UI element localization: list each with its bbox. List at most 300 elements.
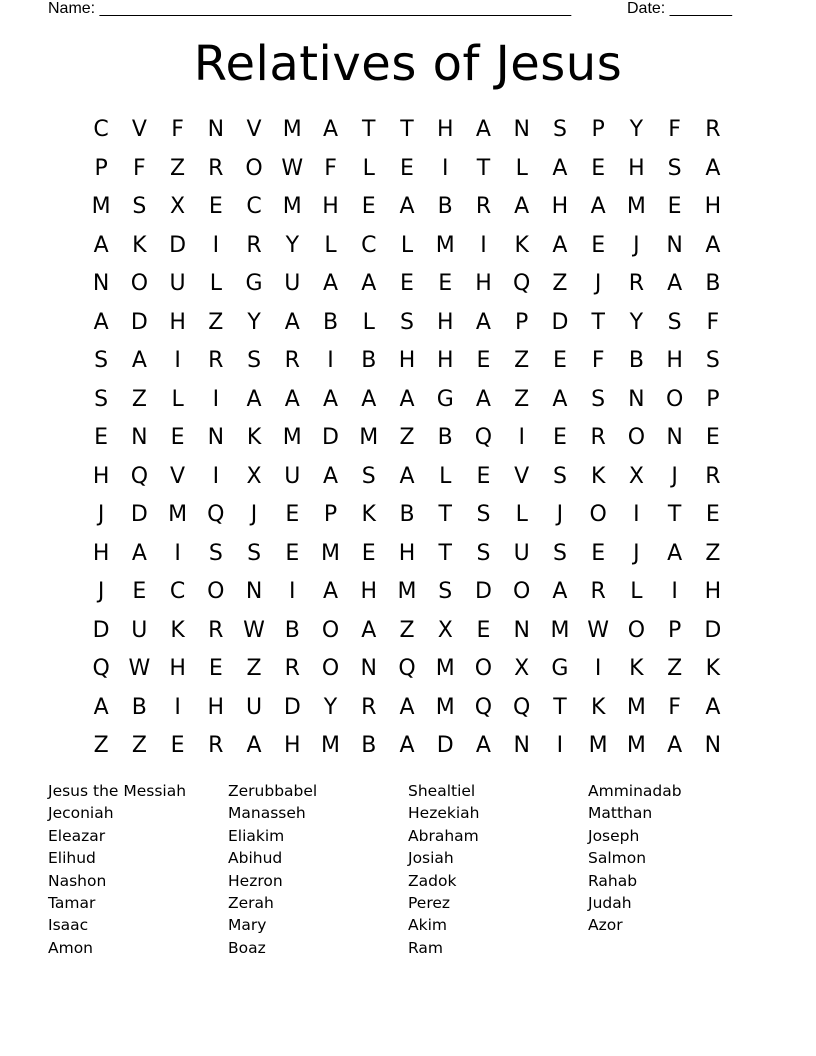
grid-letter: J — [633, 232, 640, 258]
grid-letter: C — [246, 194, 262, 219]
grid-letter: A — [93, 694, 109, 720]
grid-letter: I — [441, 155, 449, 181]
grid-letter: M — [435, 656, 455, 681]
grid-letter: Z — [552, 271, 568, 296]
grid-letter: A — [322, 579, 339, 604]
grid-letter: L — [439, 463, 452, 489]
word-item: Abraham — [408, 826, 479, 845]
grid-letter: A — [705, 232, 721, 258]
grid-letter: Z — [705, 540, 721, 566]
grid-letter: O — [474, 656, 493, 681]
grid-letter: Z — [208, 309, 224, 335]
grid-letter: H — [475, 271, 492, 296]
grid-letter: H — [704, 194, 722, 219]
grid-letter: H — [704, 579, 722, 604]
grid-letter: E — [552, 425, 567, 450]
grid-letter: A — [322, 463, 339, 489]
word-item: Judah — [588, 894, 632, 913]
word-column — [588, 780, 768, 937]
grid-letter: A — [284, 309, 300, 335]
grid-row — [82, 727, 732, 766]
grid-letter: N — [131, 425, 148, 450]
grid-letter: D — [283, 694, 301, 720]
page-title: Relatives of Jesus — [193, 36, 623, 92]
word-item: Akim — [408, 916, 447, 935]
grid-letter: R — [284, 348, 300, 373]
grid-letter: O — [627, 425, 646, 450]
grid-letter: M — [626, 733, 646, 758]
grid-letter: A — [93, 309, 109, 335]
grid-letter: A — [322, 271, 339, 296]
grid-letter: E — [705, 425, 720, 450]
grid-letter: I — [671, 579, 678, 604]
grid-letter: L — [400, 232, 414, 258]
grid-letter: A — [475, 733, 491, 758]
grid-letter: A — [246, 386, 262, 412]
grid-row — [82, 535, 732, 574]
grid-letter: P — [706, 386, 720, 412]
grid-letter: E — [285, 540, 300, 566]
grid-letter: N — [513, 733, 530, 758]
grid-letter: G — [436, 386, 454, 412]
grid-letter: O — [665, 386, 684, 412]
grid-letter: N — [704, 733, 722, 758]
grid-letter: G — [245, 271, 263, 296]
grid-letter: I — [174, 348, 181, 373]
grid-letter: S — [476, 502, 491, 527]
grid-letter: T — [591, 309, 605, 335]
grid-letter: R — [590, 425, 606, 450]
grid-letter: H — [92, 463, 110, 489]
grid-letter: N — [628, 386, 645, 412]
grid-letter: T — [667, 502, 682, 527]
grid-letter: A — [131, 540, 147, 566]
grid-letter: O — [513, 579, 531, 604]
word-item: Hezekiah — [408, 804, 480, 823]
grid-letter: S — [667, 309, 682, 335]
word-item: Eleazar — [48, 826, 106, 845]
word-column — [48, 780, 228, 959]
grid-letter: K — [590, 463, 606, 489]
grid-letter: E — [438, 271, 453, 296]
grid-letter: S — [94, 386, 109, 412]
grid-letter: M — [282, 425, 302, 450]
grid-letter: I — [174, 694, 181, 720]
grid-letter: A — [667, 271, 683, 296]
grid-letter: B — [361, 733, 377, 758]
grid-row — [82, 304, 732, 343]
grid-letter: D — [130, 502, 148, 527]
grid-letter: E — [476, 617, 491, 643]
grid-letter: J — [633, 540, 640, 566]
grid-letter: R — [705, 463, 721, 489]
grid-letter: T — [476, 155, 491, 181]
grid-letter: J — [671, 463, 678, 489]
word-item: Hezron — [228, 871, 283, 890]
grid-letter: I — [327, 348, 334, 373]
grid-row — [82, 342, 732, 381]
grid-letter: B — [399, 502, 415, 527]
word-item: Jesus the Messiah — [48, 782, 187, 800]
grid-letter: E — [591, 540, 606, 566]
grid-letter: F — [668, 694, 681, 720]
grid-row — [82, 458, 732, 497]
grid-letter: A — [514, 194, 530, 219]
grid-letter: N — [666, 232, 683, 258]
grid-letter: O — [245, 155, 263, 181]
grid-letter: Q — [513, 694, 531, 720]
grid-letter: Q — [92, 656, 110, 681]
grid-letter: W — [587, 617, 610, 643]
grid-letter: J — [250, 502, 258, 527]
grid-letter: A — [552, 155, 568, 181]
grid-letter: Z — [131, 386, 147, 412]
grid-letter: H — [322, 194, 339, 219]
grid-row — [82, 188, 732, 227]
grid-letter: Z — [514, 348, 530, 373]
grid-letter: M — [397, 579, 417, 604]
grid-letter: M — [626, 194, 646, 219]
grid-letter: C — [361, 232, 377, 258]
word-item: Zerah — [228, 894, 274, 913]
grid-letter: E — [208, 194, 223, 219]
grid-letter: O — [207, 579, 225, 604]
grid-letter: N — [92, 271, 110, 296]
grid-letter: D — [474, 579, 492, 604]
grid-letter: S — [552, 463, 567, 489]
grid-letter: N — [360, 656, 377, 681]
grid-letter: R — [590, 579, 606, 604]
grid-letter: E — [285, 502, 300, 527]
grid-letter: M — [321, 540, 341, 566]
grid-letter: H — [360, 579, 378, 604]
grid-letter: D — [169, 232, 187, 258]
grid-letter: J — [594, 271, 602, 296]
grid-letter: D — [551, 309, 569, 335]
grid-letter: K — [170, 617, 185, 643]
grid-letter: V — [246, 117, 262, 142]
grid-letter: B — [628, 348, 644, 373]
grid-letter: M — [282, 194, 302, 219]
grid-letter: Y — [285, 232, 300, 258]
grid-letter: P — [667, 617, 682, 643]
grid-letter: A — [93, 232, 109, 258]
grid-letter: R — [475, 194, 492, 219]
grid-letter: R — [246, 232, 262, 258]
grid-letter: A — [131, 348, 147, 373]
grid-letter: O — [627, 617, 646, 643]
word-column — [228, 780, 408, 959]
grid-row — [82, 650, 732, 689]
grid-letter: T — [438, 540, 452, 566]
word-item: Joseph — [588, 826, 640, 845]
grid-letter: W — [243, 617, 265, 643]
grid-letter: Q — [398, 656, 416, 681]
grid-letter: F — [591, 348, 605, 373]
grid-letter: M — [435, 232, 455, 258]
grid-letter: Q — [513, 271, 531, 296]
word-item: Amon — [48, 938, 94, 957]
grid-letter: E — [170, 425, 185, 450]
grid-letter: A — [399, 194, 415, 219]
grid-letter: M — [588, 733, 608, 758]
grid-letter: E — [705, 502, 720, 527]
grid-letter: D — [704, 617, 722, 643]
grid-letter: U — [246, 694, 263, 720]
grid-letter: N — [666, 425, 683, 450]
grid-letter: A — [475, 386, 491, 412]
grid-letter: E — [591, 155, 606, 181]
grid-letter: L — [209, 271, 222, 296]
grid-letter: N — [513, 617, 530, 643]
grid-letter: E — [552, 348, 567, 373]
grid-letter: F — [133, 155, 146, 181]
grid-letter: O — [321, 617, 340, 643]
grid-letter: I — [556, 733, 564, 758]
grid-letter: Y — [629, 309, 644, 335]
word-item: Rahab — [588, 871, 638, 890]
grid-letter: N — [245, 579, 263, 604]
grid-letter: A — [475, 309, 491, 335]
word-item: Mary — [228, 916, 267, 935]
grid-letter: Q — [474, 425, 493, 450]
word-item: Zerubbabel — [228, 782, 318, 800]
grid-letter: E — [94, 425, 109, 450]
grid-letter: L — [324, 232, 337, 258]
grid-letter: C — [93, 117, 109, 142]
grid-letter: M — [321, 733, 341, 758]
grid-letter: R — [208, 617, 224, 643]
grid-letter: A — [399, 694, 415, 720]
grid-letter: A — [705, 155, 721, 181]
grid-letter: Y — [247, 309, 261, 335]
grid-letter: I — [174, 540, 181, 566]
grid-letter: Z — [170, 155, 186, 181]
grid-letter: J — [97, 579, 105, 604]
grid-letter: R — [705, 117, 721, 142]
grid-letter: M — [435, 694, 455, 720]
grid-letter: S — [705, 348, 720, 373]
grid-letter: A — [667, 733, 683, 758]
grid-letter: U — [513, 540, 530, 566]
grid-letter: B — [437, 194, 453, 219]
word-item: Jeconiah — [48, 804, 114, 823]
grid-letter: H — [436, 117, 454, 142]
grid-letter: N — [207, 117, 225, 142]
word-item: Amminadab — [588, 782, 682, 800]
grid-letter: X — [170, 194, 186, 219]
grid-letter: R — [361, 694, 377, 720]
grid-letter: I — [518, 425, 525, 450]
grid-letter: A — [705, 694, 721, 720]
grid-letter: P — [591, 117, 605, 142]
grid-letter: H — [628, 155, 645, 181]
grid-letter: V — [131, 117, 147, 142]
grid-letter: I — [212, 463, 220, 489]
grid-letter: H — [169, 309, 186, 335]
grid-row — [82, 689, 732, 728]
grid-letter: K — [132, 232, 147, 258]
grid-letter: F — [706, 309, 720, 335]
grid-letter: H — [666, 348, 683, 373]
grid-row — [82, 496, 732, 535]
word-item: Zadok — [408, 871, 457, 890]
grid-letter: L — [515, 155, 528, 181]
grid-letter: H — [284, 733, 301, 758]
grid-letter: P — [94, 155, 108, 181]
grid-letter: A — [552, 386, 568, 412]
grid-letter: H — [436, 348, 454, 373]
word-item: Josiah — [408, 849, 454, 868]
grid-letter: A — [361, 271, 377, 296]
grid-letter: H — [436, 309, 454, 335]
grid-letter: K — [246, 425, 262, 450]
grid-letter: K — [629, 656, 644, 681]
grid-letter: A — [399, 733, 415, 758]
grid-letter: H — [92, 540, 110, 566]
grid-letter: Q — [207, 502, 225, 527]
grid-letter: O — [130, 271, 149, 296]
grid-letter: R — [284, 656, 300, 681]
grid-letter: A — [361, 617, 377, 643]
grid-letter: K — [705, 656, 721, 681]
word-item: Nashon — [48, 871, 107, 890]
word-item: Boaz — [228, 938, 266, 957]
grid-letter: B — [284, 617, 300, 643]
grid-letter: I — [212, 386, 220, 412]
grid-letter: Z — [514, 386, 530, 412]
grid-letter: A — [667, 540, 683, 566]
grid-letter: X — [246, 463, 262, 489]
grid-letter: S — [400, 309, 414, 335]
grid-letter: A — [475, 117, 491, 142]
grid-letter: O — [321, 656, 340, 681]
grid-letter: Z — [246, 656, 262, 681]
grid-letter: J — [97, 502, 105, 527]
grid-letter: T — [400, 117, 414, 142]
grid-letter: X — [437, 617, 453, 643]
grid-letter: B — [361, 348, 377, 373]
grid-letter: I — [289, 579, 296, 604]
grid-letter: U — [284, 463, 301, 489]
grid-letter: D — [436, 733, 454, 758]
name-field[interactable]: Name: _____________________________________________________ — [48, 0, 572, 17]
word-item: Abihud — [228, 849, 283, 868]
grid-letter: L — [630, 579, 643, 604]
grid-letter: H — [169, 656, 186, 681]
grid-letter: Q — [130, 463, 149, 489]
grid-letter: C — [169, 579, 186, 604]
grid-letter: S — [94, 348, 109, 373]
word-item: Matthan — [588, 804, 653, 823]
word-item: Shealtiel — [408, 782, 476, 800]
grid-letter: N — [513, 117, 530, 142]
grid-letter: B — [705, 271, 721, 296]
grid-letter: W — [128, 656, 151, 681]
grid-letter: F — [324, 155, 337, 181]
grid-letter: S — [361, 463, 376, 489]
grid-letter: M — [550, 617, 570, 643]
grid-letter: H — [398, 540, 416, 566]
grid-letter: U — [169, 271, 186, 296]
grid-letter: M — [626, 694, 646, 720]
grid-row — [82, 612, 732, 651]
grid-letter: V — [514, 463, 530, 489]
word-item: Eliakim — [228, 826, 285, 845]
word-item: Isaac — [48, 916, 89, 935]
grid-row — [82, 227, 732, 266]
grid-letter: S — [438, 579, 453, 604]
grid-letter: Z — [131, 733, 147, 758]
grid-letter: E — [208, 656, 223, 681]
grid-letter: Z — [399, 617, 415, 643]
grid-letter: E — [476, 348, 491, 373]
grid-letter: Z — [93, 733, 109, 758]
grid-letter: K — [590, 694, 606, 720]
grid-letter: A — [552, 579, 568, 604]
word-item: Perez — [408, 894, 451, 913]
word-item: Manasseh — [228, 804, 306, 823]
grid-letter: I — [212, 232, 220, 258]
grid-letter: R — [628, 271, 645, 296]
grid-letter: E — [591, 232, 606, 258]
grid-letter: M — [282, 117, 302, 142]
grid-letter: F — [171, 117, 184, 142]
grid-letter: P — [515, 309, 529, 335]
grid-letter: M — [359, 425, 379, 450]
grid-letter: T — [438, 502, 452, 527]
grid-letter: N — [207, 425, 225, 450]
word-item: Elihud — [48, 849, 96, 868]
date-field[interactable]: Date: _______ — [627, 0, 732, 17]
grid-letter: O — [589, 502, 607, 527]
grid-letter: E — [361, 194, 376, 219]
grid-letter: T — [553, 694, 567, 720]
grid-letter: S — [247, 348, 262, 373]
grid-letter: D — [130, 309, 148, 335]
grid-letter: K — [361, 502, 376, 527]
grid-letter: B — [437, 425, 453, 450]
grid-letter: S — [132, 194, 147, 219]
grid-letter: B — [322, 309, 339, 335]
grid-letter: E — [361, 540, 376, 566]
letter-grid — [82, 111, 732, 766]
grid-letter: A — [590, 194, 606, 219]
grid-letter: S — [552, 117, 567, 142]
grid-letter: I — [480, 232, 487, 258]
grid-letter: A — [322, 386, 339, 412]
grid-letter: E — [400, 271, 414, 296]
grid-letter: A — [361, 386, 377, 412]
grid-letter: W — [281, 155, 304, 181]
grid-letter: M — [168, 502, 188, 527]
grid-letter: L — [515, 502, 528, 527]
grid-letter: J — [556, 502, 564, 527]
grid-letter: P — [323, 502, 338, 527]
word-list — [48, 780, 788, 960]
grid-letter: D — [322, 425, 339, 450]
grid-letter: A — [552, 232, 568, 258]
grid-letter: Z — [399, 425, 415, 450]
grid-letter: L — [362, 155, 375, 181]
grid-letter: I — [594, 656, 602, 681]
grid-letter: H — [398, 348, 416, 373]
grid-letter: B — [131, 694, 147, 720]
grid-letter: E — [400, 155, 414, 181]
grid-letter: A — [399, 463, 415, 489]
grid-letter: E — [132, 579, 147, 604]
grid-letter: L — [362, 309, 375, 335]
